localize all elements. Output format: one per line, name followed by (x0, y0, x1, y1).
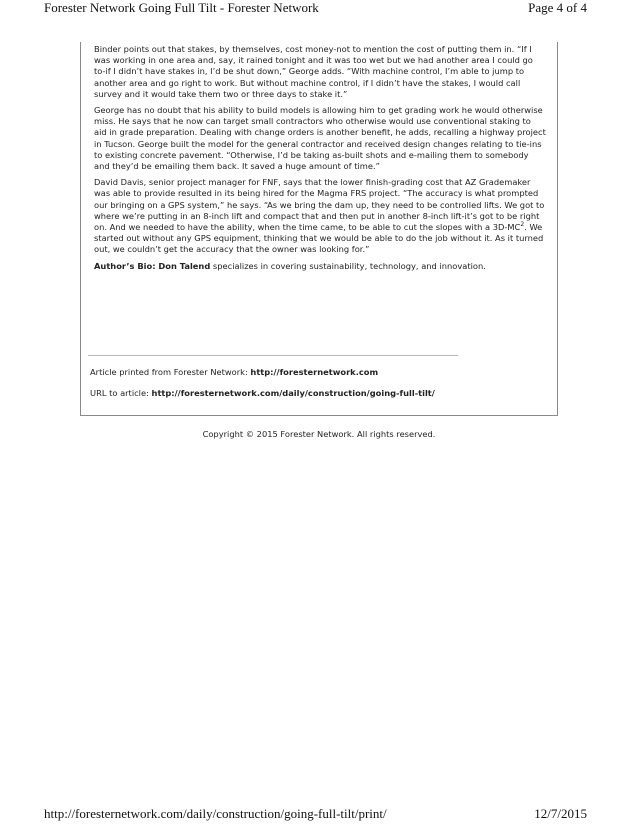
author-bio-label: Author’s Bio: Don Talend (94, 260, 211, 271)
article-paragraph-1: Binder points out that stakes, by themselves, cost money-not to mention the cost of putting them in. “If I was working in one area and, say, it rained tonight and it was too wet but we had another area I could go to-if I didn’t have stakes in, I’d be shut down,” George adds. “With machine control, I’m able to jump to another area and go right to work. But without machine control, if I didn’t have the stakes, I would call survey and it would take them two or three days to stake it.” (94, 44, 533, 99)
print-footer (0, 806, 638, 826)
divider (88, 355, 458, 356)
article-url-line (90, 388, 435, 399)
print-header (0, 0, 638, 20)
article-paragraph-3-text-a: David Davis, senior project manager for FNF, says that the lower finish-grading cost that AZ Grademaker was able to provide resulted in its being hired for the Magma FRS project. “The accuracy is what prompted our bringing on a GPS system,” he says. “As we bring the dam up, they need to be controlled lifts. We got to where we’re putting in an 8-inch lift and compact that and then put in another 8-inch lift-it’s got to be right on. And we needed to have the ability, when the time came, to be able to cut the slopes with a 3D-MC (94, 177, 545, 233)
header-page-number: Page 4 of 4 (528, 0, 587, 15)
article-paragraph-3 (94, 177, 546, 255)
author-bio (94, 261, 546, 272)
article-url-label: URL to article: (90, 388, 152, 398)
article-paragraph-2: George has no doubt that his ability to build models is allowing him to get grading work he would otherwise miss. He says that he now can target small contractors who otherwise would use conventional staking to aid in grade preparation. Dealing with change orders is another benefit, he adds, recalling a highway project in Tucson. George built the model for the general contractor and received design changes relating to tie-ins to existing concrete pavement. “Otherwise, I’d be taking as-built shots and e-mailing them to somebody and they’d be emailing them back. It saved a huge amount of time.” (94, 105, 546, 172)
article-paragraph-3-text-b: . We started out without any GPS equipment, thinking that we would be able to do the job without it. As it turned out, we couldn’t get the accuracy that the owner was looking for.” (94, 222, 544, 255)
footer-date: 12/7/2015 (534, 806, 587, 821)
footer-url: http://foresternetwork.com/daily/construction/going-full-tilt/print/ (44, 806, 387, 821)
superscript: 2 (520, 221, 525, 229)
article-url-link[interactable]: http://foresternetwork.com/daily/construction/going-full-tilt/ (151, 388, 435, 398)
author-bio-text: specializes in covering sustainability, technology, and innovation. (210, 260, 486, 271)
printed-from-line (90, 367, 378, 378)
printed-from-link[interactable]: http://foresternetwork.com (250, 367, 379, 377)
header-title: Forester Network Going Full Tilt - Forester Network (44, 0, 319, 15)
article-body (94, 44, 546, 277)
printed-from-label: Article printed from Forester Network: (90, 367, 251, 377)
copyright-notice: Copyright © 2015 Forester Network. All rights reserved. (202, 429, 436, 439)
